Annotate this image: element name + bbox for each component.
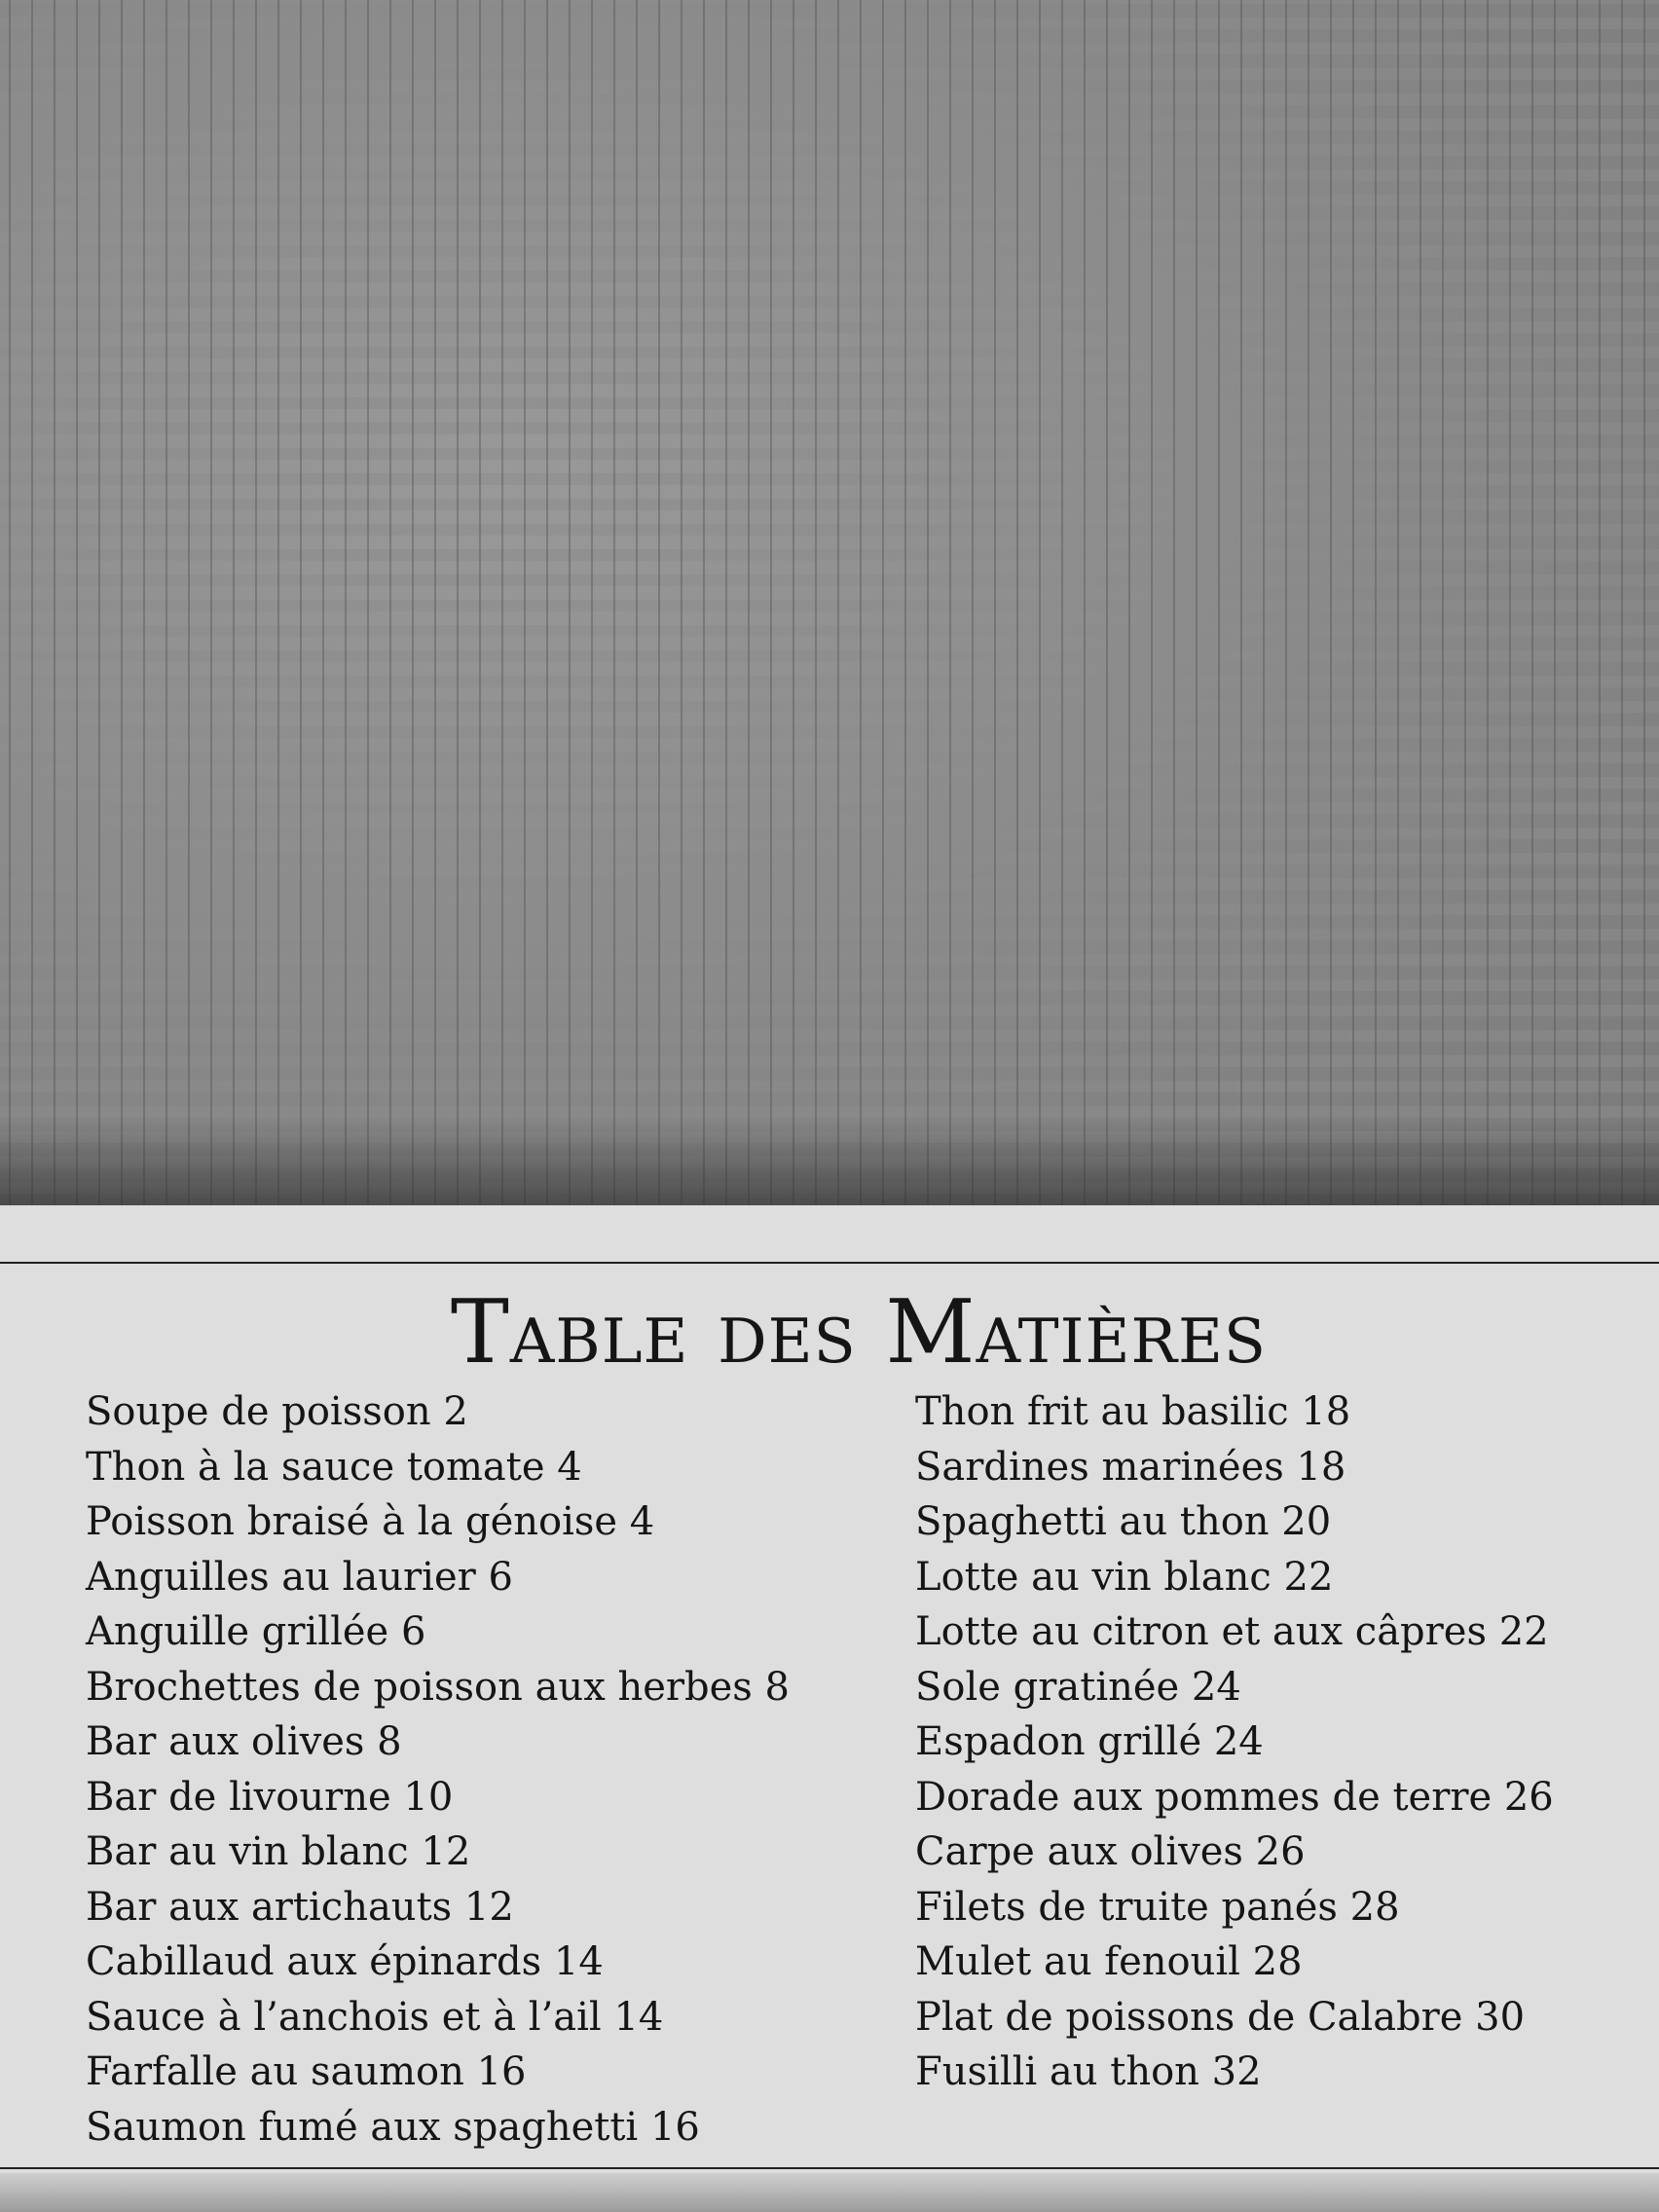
toc-entry: Cabillaud aux épinards 14 (86, 1939, 604, 1984)
toc-entry: Plat de poissons de Calabre 30 (915, 1994, 1526, 2040)
toc-entry: Anguille grillée 6 (86, 1609, 426, 1654)
toc-entry: Lotte au citron et aux câpres 22 (915, 1609, 1549, 1654)
toc-entry: Brochettes de poisson aux herbes 8 (86, 1664, 790, 1710)
top-rule (0, 1262, 1659, 1264)
toc-entry: Bar aux artichauts 12 (86, 1884, 514, 1930)
toc-entry: Farfalle au saumon 16 (86, 2049, 527, 2094)
toc-entry: Mulet au fenouil 28 (915, 1939, 1303, 1984)
toc-entry: Bar au vin blanc 12 (86, 1829, 471, 1874)
toc-entry: Thon à la sauce tomate 4 (86, 1444, 582, 1490)
toc-entry: Dorade aux pommes de terre 26 (915, 1774, 1554, 1820)
toc-entry: Sauce à l’anchois et à l’ail 14 (86, 1994, 664, 2040)
background-shadow (0, 1120, 1659, 1212)
page-title: Table des Matières (450, 1281, 1268, 1383)
toc-entry: Bar aux olives 8 (86, 1719, 402, 1764)
toc-right-column (915, 1384, 1554, 2100)
toc-entry: Sole gratinée 24 (915, 1664, 1241, 1710)
bottom-rule (0, 2167, 1659, 2169)
bottom-edge (0, 2173, 1659, 2212)
toc-entry: Sardines marinées 18 (915, 1444, 1346, 1490)
toc-entry: Bar de livourne 10 (86, 1774, 454, 1820)
toc-entry: Saumon fumé aux spaghetti 16 (86, 2104, 700, 2150)
toc-entry: Spaghetti au thon 20 (915, 1499, 1332, 1544)
toc-entry: Espadon grillé 24 (915, 1719, 1264, 1764)
toc-entry: Filets de truite panés 28 (915, 1884, 1400, 1930)
toc-entry: Fusilli au thon 32 (915, 2049, 1262, 2094)
toc-entry: Poisson braisé à la génoise 4 (86, 1499, 655, 1544)
toc-left-column (86, 1384, 790, 2155)
toc-entry: Thon frit au basilic 18 (915, 1389, 1351, 1434)
toc-entry: Carpe aux olives 26 (915, 1829, 1306, 1874)
toc-entry: Lotte au vin blanc 22 (915, 1554, 1334, 1600)
toc-entry: Anguilles au laurier 6 (86, 1554, 513, 1600)
toc-entry: Soupe de poisson 2 (86, 1389, 468, 1434)
